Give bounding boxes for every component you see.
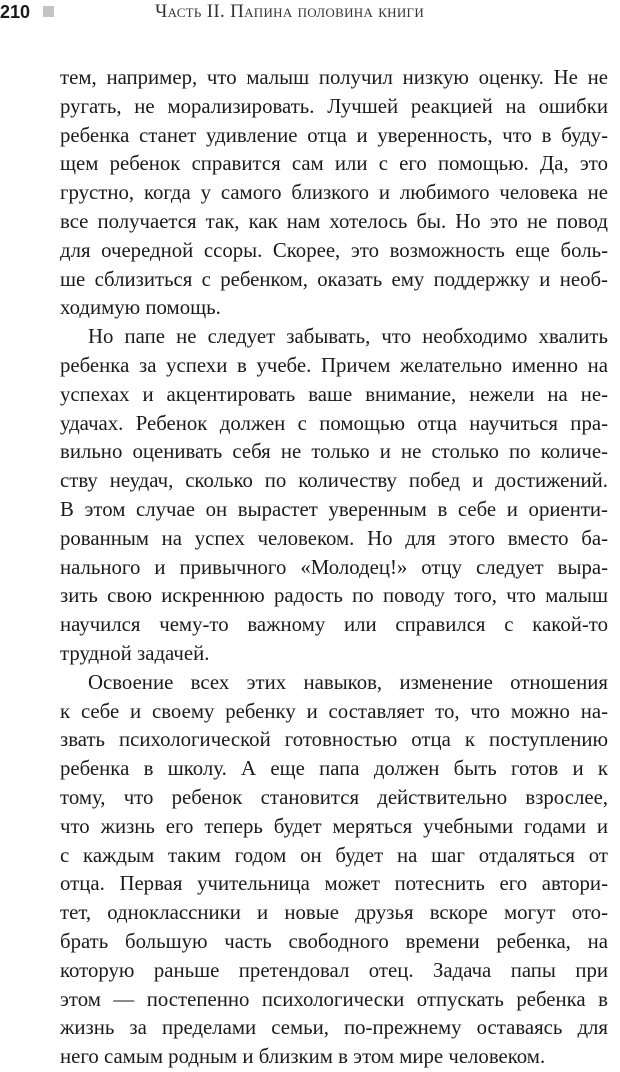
- text-line: для очередной ссоры. Скорее, это возможность еще боль-: [60, 238, 608, 262]
- text-line: грустно, когда у самого близкого и любимого человека не: [60, 181, 608, 205]
- text-line: ругать, не морализировать. Лучшей реакцией на ошибки: [60, 94, 608, 118]
- text-line: рованным на успех человеком. Но для этого вместо ба-: [60, 526, 608, 550]
- text-line: тет, одноклассники и новые друзья вскоре могут ото-: [60, 901, 608, 925]
- running-head: Часть II. Папина половина книги: [155, 1, 425, 22]
- text-line: брать большую часть свободного времени ребенка, на: [60, 929, 608, 953]
- body-text: [60, 64, 608, 1072]
- text-line: ству неудач, сколько по количеству побед и достижений.: [60, 469, 608, 493]
- text-line: тому, что ребенок становится действительно взрослее,: [60, 785, 608, 809]
- text-line: вильно оценивать себя не только и не столько по количе-: [60, 440, 608, 464]
- text-line: него самым родным и близким в этом мире человеком.: [60, 1045, 546, 1069]
- page-number-marker: [43, 6, 54, 17]
- text-line: этом — постепенно психологически отпускать ребенка в: [60, 987, 608, 1011]
- text-line: что жизнь его теперь будет меряться учебными годами и: [60, 814, 608, 838]
- paragraph: [60, 669, 608, 1072]
- text-line: научился чему-то важному или справился с какой-то: [60, 613, 608, 637]
- text-line: трудной задачей.: [60, 641, 210, 665]
- text-line: ребенка станет удивление отца и уверенность, что в буду-: [60, 123, 608, 147]
- text-line: ше сблизиться с ребенком, оказать ему поддержку и необ-: [60, 267, 608, 291]
- text-line: нального и привычного «Молодец!» отцу следует выра-: [60, 555, 608, 579]
- text-line: успехах и акцентировать ваше внимание, нежели на не-: [60, 382, 608, 406]
- text-line: ребенка в школу. А еще папа должен быть готов и к: [60, 757, 608, 781]
- text-line: зить свою искреннюю радость по поводу того, что малыш: [60, 584, 608, 608]
- text-line: тем, например, что малыш получил низкую оценку. Не не: [60, 66, 608, 89]
- text-line: ходимую помощь.: [60, 296, 221, 320]
- text-line: звать психологической готовностью отца к поступлению: [60, 728, 608, 752]
- text-line: к себе и своему ребенку и составляет то, что можно на-: [60, 699, 608, 723]
- paragraph: [60, 323, 608, 669]
- text-line: удачах. Ребенок должен с помощью отца научиться пра-: [60, 411, 608, 435]
- text-line: которую раньше претендовал отец. Задача папы при: [60, 958, 608, 982]
- text-line: Но папе не следует забывать, что необходимо хвалить: [88, 325, 608, 349]
- text-line: Освоение всех этих навыков, изменение отношения: [88, 670, 608, 694]
- text-line: В этом случае он вырастет уверенным в себе и ориенти-: [60, 497, 608, 521]
- page-header: [0, 0, 620, 30]
- text-line: ребенка за успехи в учебе. Причем желательно именно на: [60, 353, 608, 377]
- text-line: щем ребенок справится сам или с его помощью. Да, это: [60, 152, 608, 176]
- text-line: все получается так, как нам хотелось бы. Но это не повод: [60, 209, 608, 233]
- text-line: отца. Первая учительница может потеснить его автори-: [60, 872, 608, 896]
- text-line: жизнь за пределами семьи, по-прежнему оставаясь для: [60, 1016, 608, 1040]
- page-number: 210: [0, 2, 31, 22]
- paragraph: [60, 64, 608, 323]
- text-line: с каждым таким годом он будет на шаг отдаляться от: [60, 843, 608, 867]
